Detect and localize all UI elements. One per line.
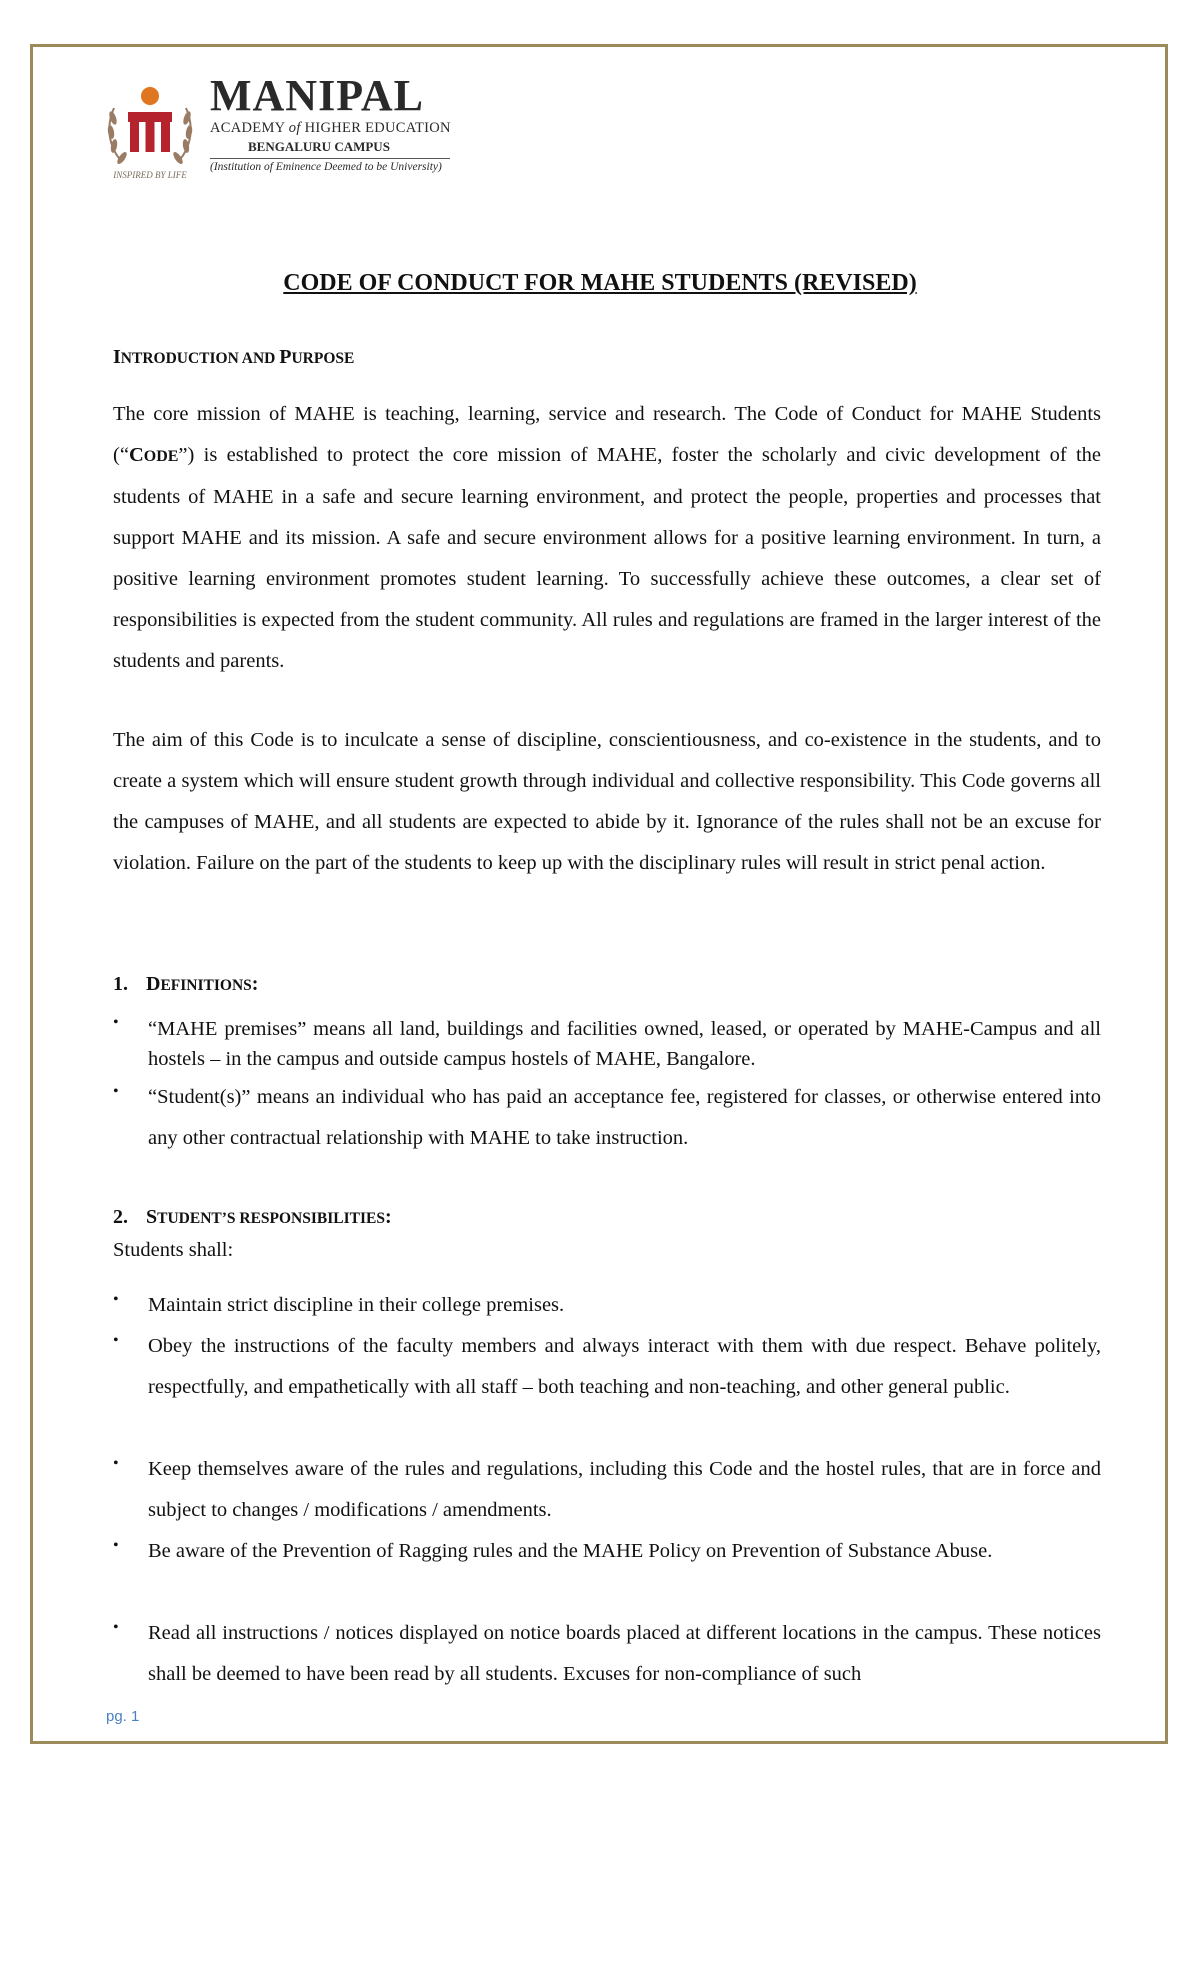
section-2-lead: Students shall: — [113, 1239, 234, 1261]
brand-line-1: ACADEMY of HIGHER EDUCATION — [210, 120, 451, 136]
page-number: pg. 1 — [106, 1708, 140, 1725]
brand-name: MANIPAL — [210, 71, 424, 120]
logo-emblem-icon — [100, 74, 200, 184]
manipal-logo — [100, 71, 460, 184]
brand-line-2: BENGALURU CAMPUS — [248, 139, 390, 154]
bullet-icon: • — [113, 1291, 119, 1308]
bullet-icon: • — [113, 1619, 119, 1636]
intro-paragraph-1: The core mission of MAHE is teaching, learning, service and research. The Code of Conduct for MAHE Students (“CODE”) is established to protect the core mission of MAHE, foster the scholarly and civic development of the students of MAHE in a safe and secure learning environment, and protect the people, properties and processes that support MAHE and its mission. A safe and secure environment allows for a positive learning environment. In turn, a positive learning environment promotes student learning. To successfully achieve these outcomes, a clear set of responsibilities is expected from the student community. All rules and regulations are framed in the larger interest of the students and parents. — [113, 403, 1101, 672]
bullet-icon: • — [113, 1455, 119, 1472]
section-2-heading: 2. STUDENT’S RESPONSIBILITIES: — [113, 1206, 392, 1228]
page-title: CODE OF CONDUCT FOR MAHE STUDENTS (REVISED) — [283, 270, 917, 296]
section-1-heading: 1. DEFINITIONS: — [113, 973, 259, 995]
brand-divider — [210, 158, 450, 159]
brand-line-3: (Institution of Eminence Deemed to be University) — [210, 161, 442, 173]
bullet-icon: • — [113, 1332, 119, 1349]
bullet-icon: • — [113, 1537, 119, 1554]
intro-paragraph-2: The aim of this Code is to inculcate a sense of discipline, conscientiousness, and co-existence in the students, and to create a system which will ensure student growth through individual and collective responsibility. This Code governs all the campuses of MAHE, and all students are expected to abide by it. Ignorance of the rules shall not be an excuse for violation. Failure on the part of the students to keep up with the disciplinary rules will result in strict penal action. — [113, 729, 1101, 874]
bullet-icon: • — [113, 1083, 119, 1100]
intro-heading: INTRODUCTION AND PURPOSE — [113, 346, 355, 368]
svg-text:INSPIRED BY LIFE: INSPIRED BY LIFE — [113, 170, 187, 180]
bullet-icon: • — [113, 1014, 119, 1031]
